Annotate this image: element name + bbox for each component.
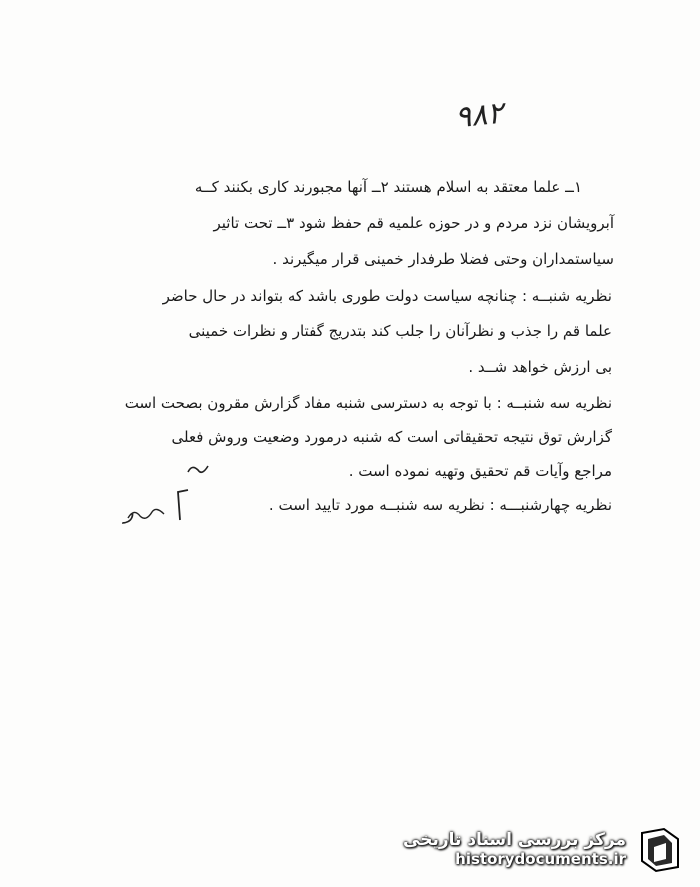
checkmark-icon bbox=[186, 462, 210, 480]
text-line-10: نظریه چهارشنبـــه : نظریه سه شنبــه مورد تایید است . bbox=[268, 496, 612, 514]
handwritten-signature: ر bbox=[124, 500, 134, 524]
watermark-url: historydocuments.ir bbox=[455, 850, 626, 868]
archive-logo-icon bbox=[636, 825, 684, 873]
text-line-1: ۱ــ علما معتقد به اسلام هستند ۲ــ آنها مجبورند کاری بکنند کــه bbox=[194, 178, 582, 196]
text-line-3: سیاستمداران وحتی فضلا طرفدار خمینی قرار میگیرند . bbox=[272, 250, 614, 268]
watermark bbox=[403, 821, 684, 877]
text-line-7: نظریه سه شنبــه : با توجه به دسترسی شنبه مفاد گزارش مقرون بصحت است bbox=[124, 394, 612, 412]
text-line-5: علما قم را جذب و نظرآنان را جلب کند بتدریج گفتار و نظرات خمینی bbox=[188, 322, 612, 340]
text-line-9: مراجع وآیات قم تحقیق وتهیه نموده است . bbox=[348, 462, 612, 480]
text-line-4: نظریه شنبــه : چنانچه سیاست دولت طوری باشد که بتواند در حال حاضر bbox=[162, 287, 612, 305]
signature-scribble bbox=[126, 504, 166, 524]
handwritten-number: ۹۸۲ bbox=[453, 95, 506, 136]
handwritten-bracket bbox=[174, 488, 192, 522]
text-line-8: گزارش توق نتیجه تحقیقاتی است که شنبه درمورد وضعیت وروش فعلی bbox=[171, 428, 612, 446]
text-line-2: آبرویشان نزد مردم و در حوزه علمیه قم حفظ شود ۳ــ تحت تاثیر bbox=[213, 214, 614, 232]
watermark-title: مرکز بررسی اسناد تاریخی bbox=[403, 830, 626, 850]
text-line-6: بی ارزش خواهد شــد . bbox=[468, 358, 612, 376]
